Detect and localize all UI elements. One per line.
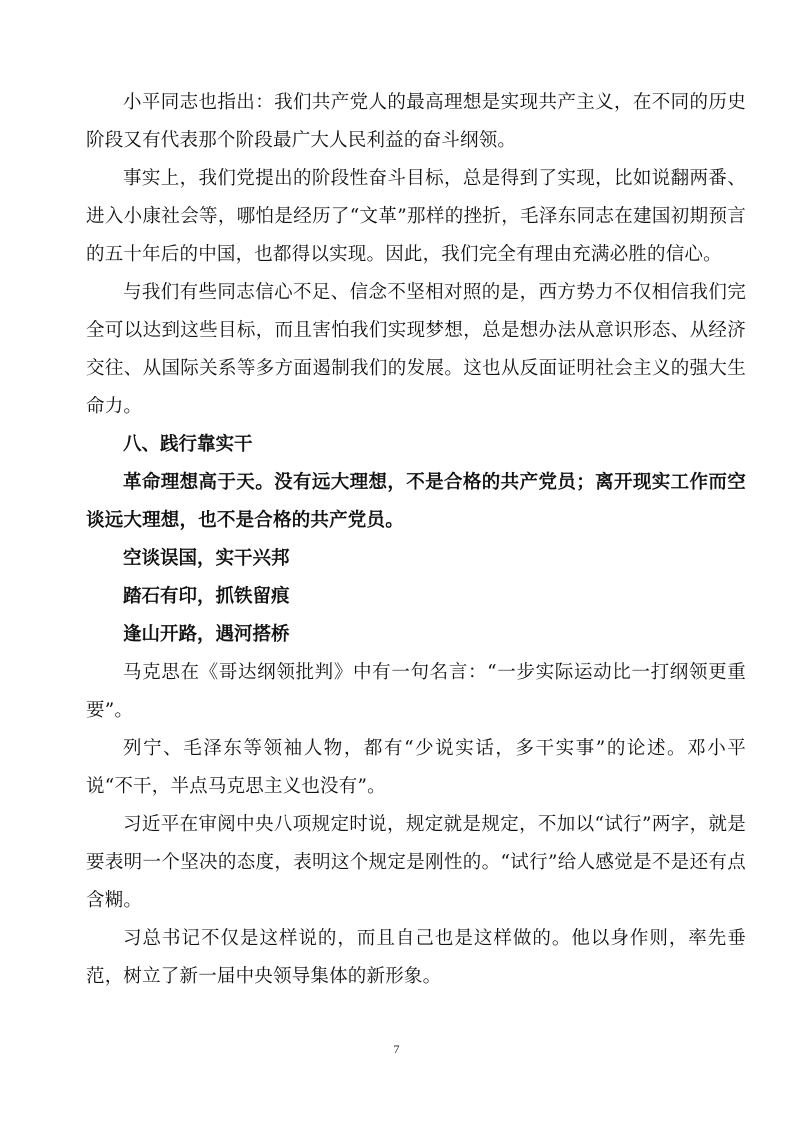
paragraph-deng-quote: 小平同志也指出：我们共产党人的最高理想是实现共产主义，在不同的历史阶段又有代表那个阶段最广大人民利益的奋斗纲领。: [86, 92, 746, 151]
page-number: 7: [393, 1042, 400, 1056]
paragraph-leadership-example: 习总书记不仅是这样说的，而且自己也是这样做的。他以身作则，率先垂范，树立了新一届中央领导集体的新形象。: [86, 928, 746, 987]
paragraph-lenin-mao: 列宁、毛泽东等领袖人物，都有“少说实话，多干实事”的论述。邓小平说“不干，半点马克思主义也没有”。: [86, 738, 746, 797]
slogan-3: 逢山开路，遇河搭桥: [123, 624, 290, 645]
slogan-1: 空谈误国，实干兴邦: [123, 548, 290, 569]
paragraph-western-forces: 与我们有些同志信心不足、信念不坚相对照的是，西方势力不仅相信我们完全可以达到这些目标，而且害怕我们实现梦想，总是想办法从意识形态、从经济交往、从国际关系等多方面遏制我们的发展。这也从反面证明社会主义的强大生命力。: [86, 282, 746, 417]
paragraph-marx-quote: 马克思在《哥达纲领批判》中有一句名言：“一步实际运动比一打纲领更重要”。: [86, 662, 746, 721]
paragraph-eight-rules: 习近平在审阅中央八项规定时说，规定就是规定，不加以“试行”两字，就是要表明一个坚决的态度，表明这个规定是刚性的。“试行”给人感觉是不是还有点含糊。: [86, 814, 746, 911]
bold-statement: 革命理想高于天。没有远大理想，不是合格的共产党员；离开现实工作而空谈远大理想，也不是合格的共产党员。: [86, 472, 746, 531]
slogan-2: 踏石有印，抓铁留痕: [123, 586, 290, 607]
section-heading: 八、践行靠实干: [123, 434, 253, 455]
paragraph-stage-goals: 事实上，我们党提出的阶段性奋斗目标，总是得到了实现，比如说翻两番、进入小康社会等，哪怕是经历了“文革”那样的挫折，毛泽东同志在建国初期预言的五十年后的中国，也都得以实现。因此，我们完全有理由充满必胜的信心。: [86, 168, 746, 265]
document-body: [86, 84, 746, 996]
